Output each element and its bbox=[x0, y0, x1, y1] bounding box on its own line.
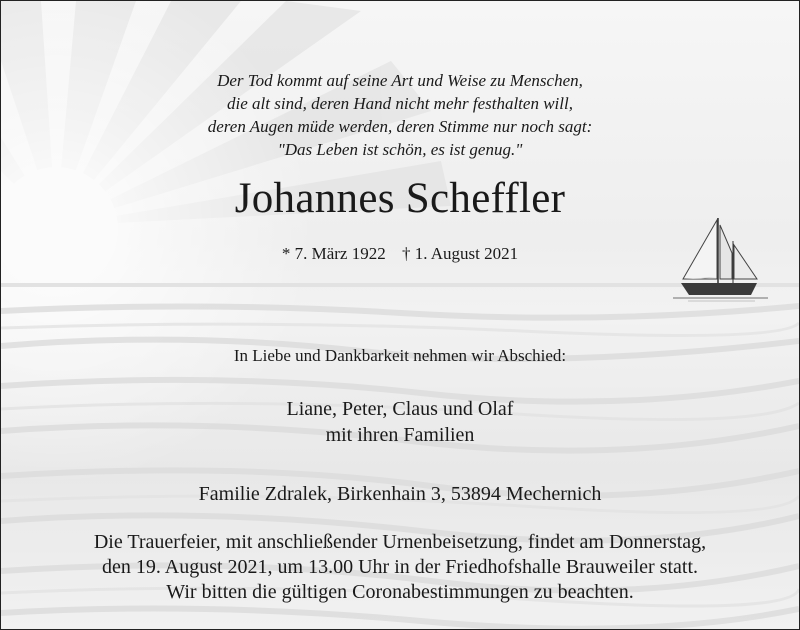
family-address: Familie Zdralek, Birkenhain 3, 53894 Mechernich bbox=[198, 483, 602, 505]
obituary-content bbox=[1, 1, 799, 629]
deceased-name: Johannes Scheffler bbox=[234, 175, 566, 222]
service-line: den 19. August 2021, um 13.00 Uhr in der Friedhofshalle Brauweiler statt. bbox=[101, 556, 698, 578]
farewell-text: In Liebe und Dankbarkeit nehmen wir Abschied: bbox=[233, 346, 567, 365]
poem-line: "Das Leben ist schön, es ist genug." bbox=[277, 140, 523, 159]
poem-line: deren Augen müde werden, deren Stimme nur noch sagt: bbox=[207, 117, 593, 136]
poem bbox=[1, 69, 799, 161]
mourners-names: Liane, Peter, Claus und Olaf bbox=[286, 398, 514, 420]
mourners bbox=[1, 396, 799, 448]
service-line: Wir bitten die gültigen Coronabestimmungen zu beachten. bbox=[166, 581, 634, 603]
poem-line: die alt sind, deren Hand nicht mehr festhalten will, bbox=[227, 94, 573, 113]
funeral-service-info bbox=[1, 530, 799, 605]
death-date: † 1. August 2021 bbox=[401, 244, 519, 263]
service-line: Die Trauerfeier, mit anschließender Urnenbeisetzung, findet am Donnerstag, bbox=[93, 531, 707, 553]
mourners-families: mit ihren Familien bbox=[325, 424, 475, 446]
poem-line: Der Tod kommt auf seine Art und Weise zu Menschen, bbox=[217, 71, 583, 90]
birth-date: * 7. März 1922 bbox=[281, 244, 386, 263]
life-dates bbox=[1, 243, 799, 265]
